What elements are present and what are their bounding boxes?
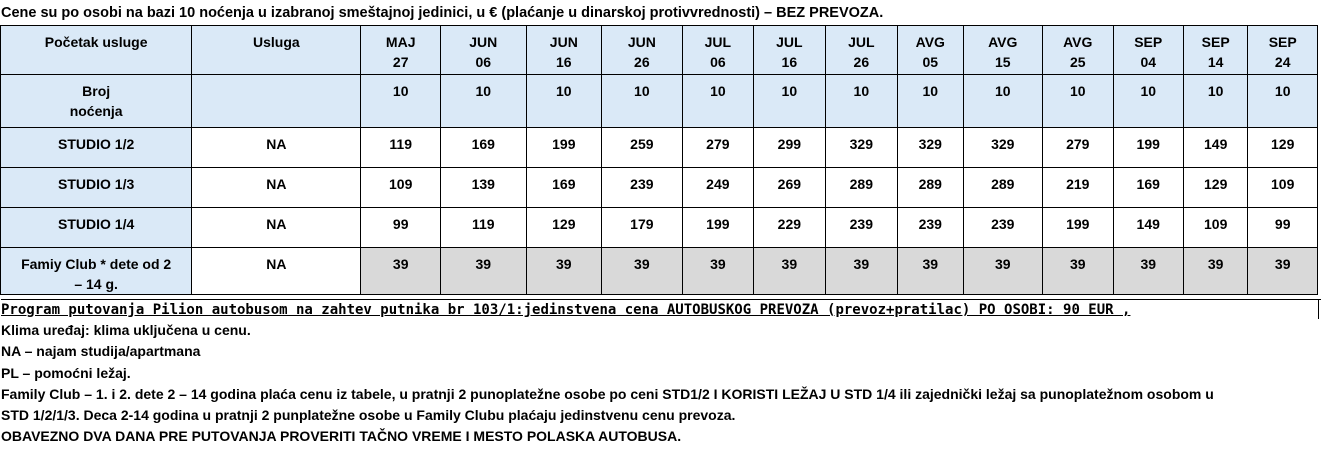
price-cell: 39 [1183, 248, 1247, 295]
note-na-definition: NA – najam studija/apartmana [1, 343, 201, 360]
nights-label-line2: noćenja [69, 103, 123, 119]
header-date [1043, 26, 1113, 75]
price-cell: 239 [825, 208, 897, 248]
price-cell: 39 [602, 248, 683, 295]
row-service: NA [192, 168, 361, 208]
price-cell: 39 [898, 248, 963, 295]
price-cell: 229 [754, 208, 825, 248]
header-date [898, 26, 963, 75]
header-date [526, 26, 602, 75]
row-service: NA [192, 248, 361, 295]
price-cell: 329 [963, 128, 1043, 168]
nights-value: 10 [526, 75, 602, 128]
nights-value: 10 [602, 75, 683, 128]
price-cell: 329 [825, 128, 897, 168]
header-service: Usluga [192, 26, 361, 75]
note-air-conditioning: Klima uređaj: klima uključena u cenu. [1, 322, 251, 338]
nights-value: 10 [1248, 75, 1318, 128]
price-cell: 109 [1248, 168, 1318, 208]
header-date-line1: JUN [549, 34, 578, 50]
header-date-line1: SEP [1268, 34, 1297, 50]
header-date [1183, 26, 1247, 75]
header-date-line2: 24 [1274, 54, 1291, 70]
row-label [1, 248, 192, 295]
header-date-line1: JUN [469, 34, 498, 50]
nights-value: 10 [361, 75, 441, 128]
table-row [1, 128, 1318, 168]
nights-value: 10 [825, 75, 897, 128]
nights-value: 10 [963, 75, 1043, 128]
price-cell: 219 [1043, 168, 1113, 208]
price-cell: 149 [1113, 208, 1183, 248]
price-cell: 39 [1113, 248, 1183, 295]
header-date-line2: 14 [1207, 54, 1224, 70]
row-service: NA [192, 128, 361, 168]
price-cell: 239 [602, 168, 683, 208]
table-right-border [1318, 299, 1319, 319]
header-date-line1: SEP [1134, 34, 1163, 50]
price-cell: 179 [602, 208, 683, 248]
header-date-line2: 25 [1069, 54, 1086, 70]
nights-value: 10 [1183, 75, 1247, 128]
price-cell: 39 [825, 248, 897, 295]
price-cell: 199 [1043, 208, 1113, 248]
nights-value: 10 [682, 75, 753, 128]
header-date [682, 26, 753, 75]
header-date [1248, 26, 1318, 75]
header-date-line2: 04 [1140, 54, 1157, 70]
header-date-line1: SEP [1201, 34, 1230, 50]
header-date-line2: 06 [475, 54, 492, 70]
row-label-line1: Famiy Club * dete od 2 [21, 256, 172, 272]
nights-value: 10 [1113, 75, 1183, 128]
header-date-line2: 26 [853, 54, 870, 70]
note-pl-definition: PL – pomoćni ležaj. [1, 364, 131, 381]
price-cell: 129 [526, 208, 602, 248]
price-cell: 119 [361, 128, 441, 168]
header-date [825, 26, 897, 75]
header-date-line2: 16 [781, 54, 798, 70]
price-note-title: Cene su po osobi na bazi 10 noćenja u izabranoj smeštajnoj jedinici, u € (plaćanje u dinarskoj protivvrednosti) – BEZ PREVOZA. [1, 5, 884, 21]
price-cell: 279 [1043, 128, 1113, 168]
price-cell: 259 [602, 128, 683, 168]
table-row [1, 208, 1318, 248]
header-date-line2: 27 [392, 54, 409, 70]
nights-value: 10 [440, 75, 526, 128]
price-cell: 109 [1183, 208, 1247, 248]
header-date-line1: JUN [627, 34, 656, 50]
price-cell: 39 [754, 248, 825, 295]
table-row [1, 248, 1318, 295]
price-cell: 99 [1248, 208, 1318, 248]
price-cell: 169 [1113, 168, 1183, 208]
header-date-line1: JUL [776, 34, 803, 50]
header-date-line2: 26 [634, 54, 650, 70]
price-cell: 169 [526, 168, 602, 208]
price-cell: 149 [1183, 128, 1247, 168]
price-cell: 39 [682, 248, 753, 295]
price-cell: 129 [1248, 128, 1318, 168]
header-date [440, 26, 526, 75]
price-table [0, 25, 1318, 295]
header-date-line2: 05 [922, 54, 939, 70]
price-cell: 119 [440, 208, 526, 248]
price-cell: 299 [754, 128, 825, 168]
header-date [361, 26, 441, 75]
note-family-club-continued: STD 1/2/1/3. Deca 2-14 godina u pratnji 2 punplatežne osobe u Family Clubu plaćaju jedinstvenu cenu prevoza. [1, 407, 736, 424]
header-date [1113, 26, 1183, 75]
price-cell: 269 [754, 168, 825, 208]
price-cell: 39 [1248, 248, 1318, 295]
nights-value: 10 [898, 75, 963, 128]
header-date-line1: MAJ [385, 34, 416, 50]
row-label: STUDIO 1/4 [1, 208, 192, 248]
nights-label-line1: Broj [82, 83, 111, 99]
price-cell: 39 [440, 248, 526, 295]
header-date [602, 26, 683, 75]
price-cell: 39 [963, 248, 1043, 295]
header-date-line1: JUL [704, 34, 732, 50]
price-cell: 239 [963, 208, 1043, 248]
price-cell: 289 [898, 168, 963, 208]
header-start-of-service: Početak usluge [1, 26, 192, 75]
row-label: STUDIO 1/3 [1, 168, 192, 208]
price-cell: 99 [361, 208, 441, 248]
header-date-line1: AVG [988, 34, 1018, 50]
row-service: NA [192, 208, 361, 248]
nights-value: 10 [754, 75, 825, 128]
price-cell: 279 [682, 128, 753, 168]
header-row [1, 26, 1318, 75]
price-cell: 39 [526, 248, 602, 295]
price-cell: 139 [440, 168, 526, 208]
header-date-line1: AVG [915, 34, 945, 50]
price-cell: 39 [361, 248, 441, 295]
header-date-line2: 06 [710, 54, 726, 70]
price-cell: 239 [898, 208, 963, 248]
price-table-body [1, 26, 1318, 295]
nights-service [192, 75, 361, 128]
price-cell: 129 [1183, 168, 1247, 208]
header-date-line1: AVG [1063, 34, 1093, 50]
price-cell: 249 [682, 168, 753, 208]
price-cell: 289 [963, 168, 1043, 208]
notes-block [1, 320, 1321, 448]
header-date-line2: 16 [556, 54, 572, 70]
nights-row [1, 75, 1318, 128]
row-label: STUDIO 1/2 [1, 128, 192, 168]
nights-value: 10 [1043, 75, 1113, 128]
table-row [1, 168, 1318, 208]
nights-label [1, 75, 192, 128]
price-cell: 199 [1113, 128, 1183, 168]
note-departure-check: OBAVEZNO DVA DANA PRE PUTOVANJA PROVERITI TAČNO VREME I MESTO POLASKA AUTOBUSA. [1, 428, 682, 445]
price-cell: 199 [526, 128, 602, 168]
price-cell: 39 [1043, 248, 1113, 295]
price-cell: 329 [898, 128, 963, 168]
note-family-club: Family Club – 1. i 2. dete 2 – 14 godina plaća cenu iz tabele, u pratnji 2 punoplatežne osobe po ceni STD1/2 I KORISTI LEŽAJ U STD 1/4 ili zajednički ležaj sa punoplatežnom osobom u [1, 385, 1214, 402]
price-cell: 169 [440, 128, 526, 168]
bus-program-line: Program putovanja Pilion autobusom na zahtev putnika br 103/1:jedinstvena cena AUTOBUSKOG PREVOZA (prevoz+pratilac) PO OSOBI: 90 EUR , [1, 299, 1321, 320]
header-date [754, 26, 825, 75]
price-cell: 289 [825, 168, 897, 208]
price-cell: 109 [361, 168, 441, 208]
header-date [963, 26, 1043, 75]
header-date-line2: 15 [994, 54, 1011, 70]
price-cell: 199 [682, 208, 753, 248]
row-label-line2: – 14 g. [74, 276, 118, 292]
header-date-line1: JUL [848, 34, 875, 50]
